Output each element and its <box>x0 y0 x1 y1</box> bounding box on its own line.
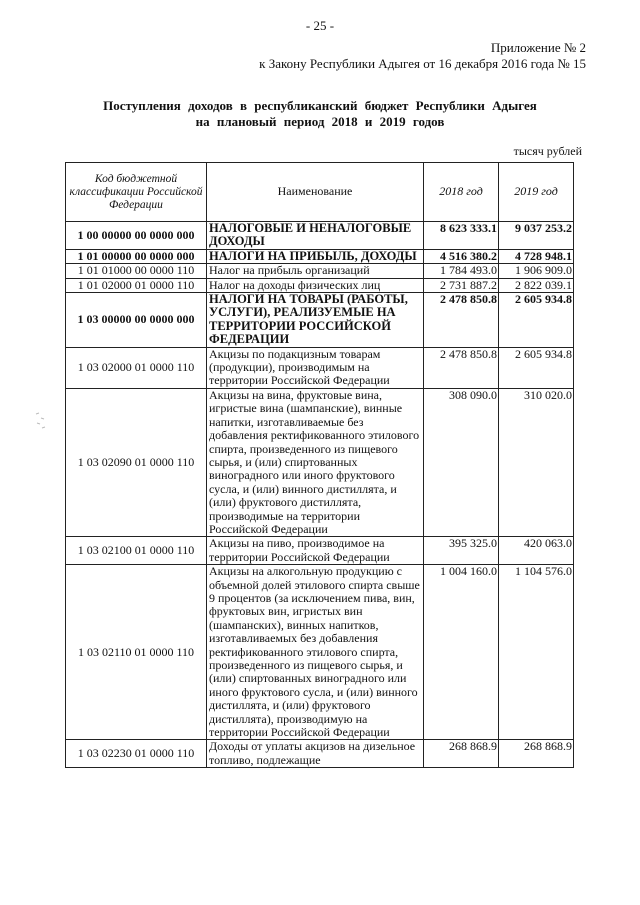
row-code: 1 03 02090 01 0000 110 <box>66 388 207 536</box>
table-row <box>66 249 574 263</box>
row-name: Налог на прибыль организаций <box>207 264 424 278</box>
row-name: Акцизы на вина, фруктовые вина, игристые вина (шампанские), винные напитки, изготавливаемые без добавления ректификованного этилового спирта, произведенного из пищевого сырья, и (или) спиртованных виноградного или иного фруктового сусла, и (или) винного дистиллята, и (или) фруктового дистиллята, производимые на территории Российской Федерации <box>207 388 424 536</box>
row-name: НАЛОГОВЫЕ И НЕНАЛОГОВЫЕ ДОХОДЫ <box>207 222 424 250</box>
row-2019: 2 822 039.1 <box>499 278 574 292</box>
document-title <box>80 98 560 130</box>
header-code: Код бюджетной классификации Российской Федерации <box>66 163 207 222</box>
row-code: 1 01 02000 01 0000 110 <box>66 278 207 292</box>
table-row <box>66 388 574 536</box>
row-code: 1 03 02100 01 0000 110 <box>66 537 207 565</box>
table-row <box>66 222 574 250</box>
row-name: Акцизы на алкогольную продукцию с объемной долей этилового спирта свыше 9 процентов (за исключением пива, вин, фруктовых вин, игристых вин (шампанских), винных напитков, изготавливаемых без добавления ректификованного этилового спирта, произведенного из пищевого сырья, и (или) спиртованных виноградного или иного фруктового сусла, и (или) винного дистиллята, и (или) фруктового дистиллята), производимую на территории Российской Федерации <box>207 565 424 740</box>
table-row <box>66 264 574 278</box>
row-2019: 2 605 934.8 <box>499 347 574 388</box>
header-2018: 2018 год <box>424 163 499 222</box>
row-2019: 268 868.9 <box>499 740 574 768</box>
table-row <box>66 293 574 348</box>
row-2018: 1 004 160.0 <box>424 565 499 740</box>
row-name: Акцизы по подакцизным товарам (продукции), производимым на территории Российской Федерации <box>207 347 424 388</box>
row-name: Доходы от уплаты акцизов на дизельное топливо, подлежащие <box>207 740 424 768</box>
row-2018: 2 478 850.8 <box>424 293 499 348</box>
page-number: - 25 - <box>305 18 335 33</box>
table-row <box>66 347 574 388</box>
row-2019: 420 063.0 <box>499 537 574 565</box>
row-code: 1 01 01000 00 0000 110 <box>66 264 207 278</box>
table-row <box>66 565 574 740</box>
row-2018: 395 325.0 <box>424 537 499 565</box>
row-2018: 2 478 850.8 <box>424 347 499 388</box>
row-2019: 1 906 909.0 <box>499 264 574 278</box>
row-2018: 268 868.9 <box>424 740 499 768</box>
row-2019: 310 020.0 <box>499 388 574 536</box>
row-code: 1 03 02230 01 0000 110 <box>66 740 207 768</box>
row-2019: 1 104 576.0 <box>499 565 574 740</box>
unit-label: тысяч рублей <box>513 144 582 158</box>
row-2019: 9 037 253.2 <box>499 222 574 250</box>
row-2018: 1 784 493.0 <box>424 264 499 278</box>
table-row <box>66 740 574 768</box>
header-name: Наименование <box>207 163 424 222</box>
table-row <box>66 278 574 292</box>
title-line-2: на плановый период 2018 и 2019 годов <box>195 114 445 129</box>
row-code: 1 00 00000 00 0000 000 <box>66 222 207 250</box>
row-name: НАЛОГИ НА ПРИБЫЛЬ, ДОХОДЫ <box>207 249 424 263</box>
row-2019: 2 605 934.8 <box>499 293 574 348</box>
row-code: 1 03 00000 00 0000 000 <box>66 293 207 348</box>
row-code: 1 01 00000 00 0000 000 <box>66 249 207 263</box>
row-code: 1 03 02000 01 0000 110 <box>66 347 207 388</box>
row-2019: 4 728 948.1 <box>499 249 574 263</box>
row-2018: 8 623 333.1 <box>424 222 499 250</box>
row-name: НАЛОГИ НА ТОВАРЫ (РАБОТЫ, УСЛУГИ), РЕАЛИЗУЕМЫЕ НА ТЕРРИТОРИИ РОССИЙСКОЙ ФЕДЕРАЦИИ <box>207 293 424 348</box>
title-line-1: Поступления доходов в республиканский бюджет Республики Адыгея <box>103 98 537 113</box>
row-2018: 308 090.0 <box>424 388 499 536</box>
row-2018: 4 516 380.2 <box>424 249 499 263</box>
table-header-row <box>66 163 574 222</box>
appendix-label: Приложение № 2 <box>490 40 586 55</box>
revenue-table <box>65 162 574 768</box>
row-name: Акцизы на пиво, производимое на территории Российской Федерации <box>207 537 424 565</box>
row-2018: 2 731 887.2 <box>424 278 499 292</box>
header-2019: 2019 год <box>499 163 574 222</box>
row-name: Налог на доходы физических лиц <box>207 278 424 292</box>
margin-mark <box>34 410 48 434</box>
row-code: 1 03 02110 01 0000 110 <box>66 565 207 740</box>
law-reference: к Закону Республики Адыгея от 16 декабря 2016 года № 15 <box>259 56 586 71</box>
table-row <box>66 537 574 565</box>
